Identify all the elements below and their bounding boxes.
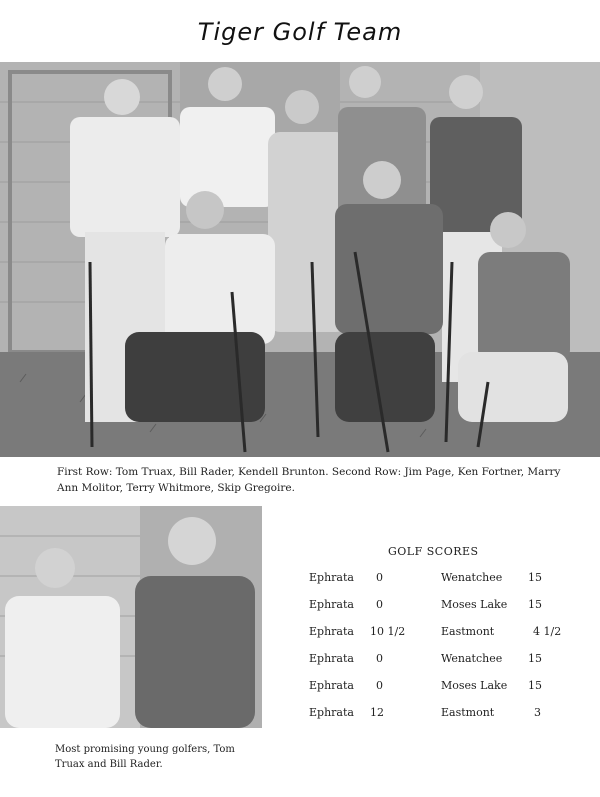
score-row-score: 0 — [376, 652, 383, 665]
scores-heading: GOLF SCORES — [388, 545, 479, 558]
promising-golfers-caption: Most promising young golfers, Tom Truax and Bill Rader. — [55, 744, 235, 770]
score-row-opponent: Moses Lake — [441, 598, 508, 611]
score-row-opp-score: 15 — [528, 652, 542, 665]
score-row-opp-score: 15 — [528, 679, 542, 692]
score-row-team: Ephrata — [309, 571, 354, 584]
score-row-opp-score: 15 — [528, 571, 542, 584]
score-row-team: Ephrata — [309, 625, 354, 638]
score-row-team: Ephrata — [309, 598, 354, 611]
score-row-opponent: Eastmont — [441, 706, 495, 719]
score-row-opp-score: 4 1/2 — [533, 625, 562, 638]
score-row-opponent: Eastmont — [441, 625, 495, 638]
score-row-score: 0 — [376, 571, 383, 584]
score-row-opp-score: 3 — [534, 706, 541, 719]
score-row-opponent: Wenatchee — [441, 652, 503, 665]
score-row-opp-score: 15 — [528, 598, 542, 611]
score-row-team: Ephrata — [309, 679, 354, 692]
promising-golfers-photo — [0, 506, 262, 728]
score-row-team: Ephrata — [309, 706, 354, 719]
score-row-score: 10 1/2 — [370, 625, 406, 638]
page-title: Tiger Golf Team — [197, 18, 403, 46]
team-photo — [0, 62, 600, 457]
score-row-opponent: Wenatchee — [441, 571, 503, 584]
score-row-score: 0 — [376, 598, 383, 611]
team-photo-caption: First Row: Tom Truax, Bill Rader, Kendell Brunton. Second Row: Jim Page, Ken Fortner, Marry Ann Molitor, Terry Whitmore, Skip Gregoire. — [57, 466, 561, 494]
score-row-opponent: Moses Lake — [441, 679, 508, 692]
score-row-team: Ephrata — [309, 652, 354, 665]
score-row-score: 0 — [376, 679, 383, 692]
score-row-score: 12 — [370, 706, 384, 719]
